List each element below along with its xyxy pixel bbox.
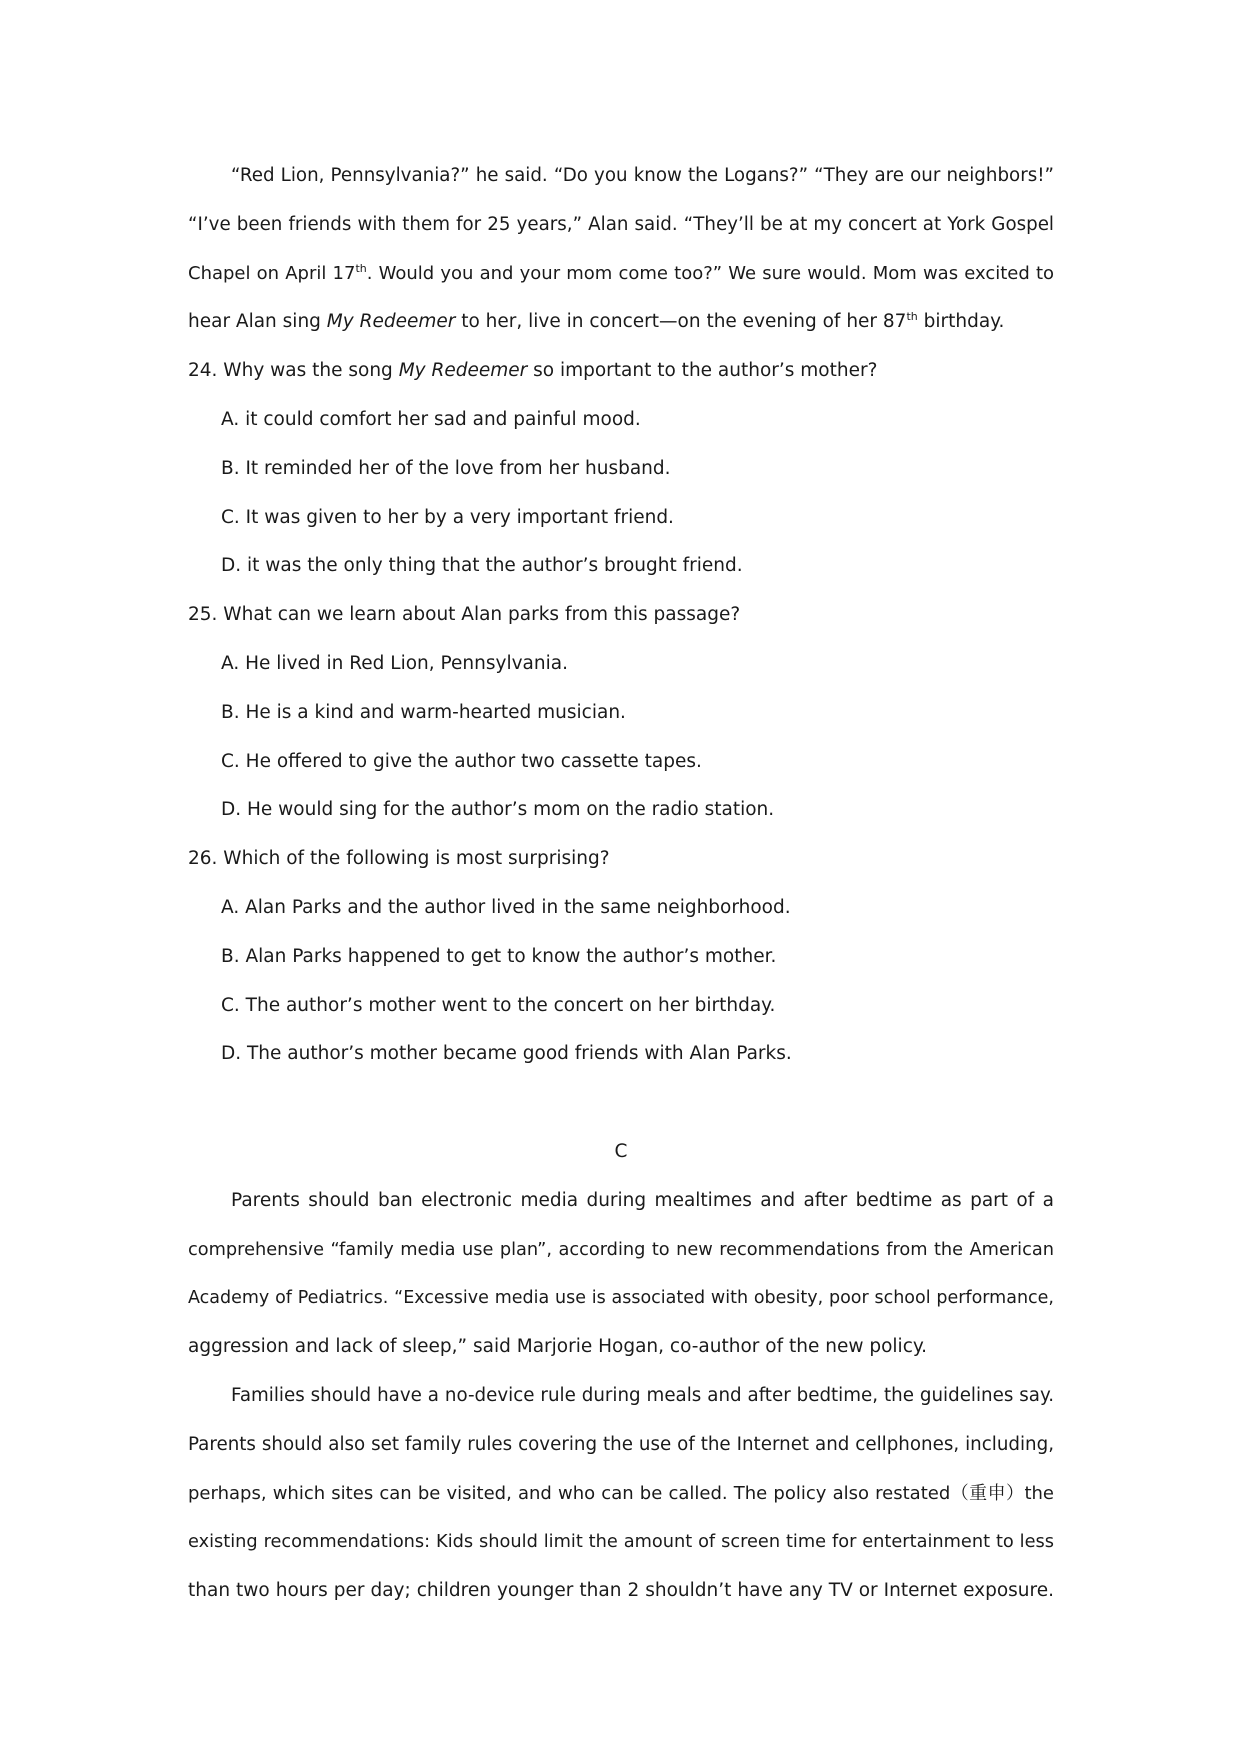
- spacer: [188, 1079, 1054, 1128]
- answer-option: C. It was given to her by a very important friend.: [221, 506, 674, 528]
- paragraph-line: existing recommendations: Kids should limit the amount of screen time for entertainment to less: [188, 1532, 1054, 1553]
- paragraph-line: Families should have a no-device rule during meals and after bedtime, the guidelines say.: [231, 1384, 1054, 1406]
- paragraph-line: [188, 250, 1054, 299]
- answer-option: A. it could comfort her sad and painful mood.: [221, 408, 641, 430]
- paragraph-line: perhaps, which sites can be visited, and who can be called. The policy also restated（重申）the: [188, 1482, 1054, 1504]
- text-span: Chapel on April 17: [188, 262, 356, 284]
- answer-option: D. The author’s mother became good friends with Alan Parks.: [221, 1043, 792, 1065]
- paragraph-line: Academy of Pediatrics. “Excessive media use is associated with obesity, poor school performance,: [188, 1288, 1054, 1309]
- answer-option: B. He is a kind and warm-hearted musician.: [221, 701, 626, 723]
- question-stem: 25. What can we learn about Alan parks from this passage?: [188, 604, 741, 626]
- paragraph-line: “I’ve been friends with them for 25 years,” Alan said. “They’ll be at my concert at York Gospel: [188, 213, 1054, 235]
- paragraph-line: than two hours per day; children younger than 2 shouldn’t have any TV or Internet exposure.: [188, 1580, 1054, 1602]
- text-span: 24. Why was the song: [188, 360, 399, 382]
- text-span: to her, live in concert—on the evening of her 87: [455, 311, 907, 333]
- paragraph-line: “Red Lion, Pennsylvania?” he said. “Do you know the Logans?” “They are our neighbors!”: [231, 165, 1054, 186]
- answer-option: D. He would sing for the author’s mom on the radio station.: [221, 799, 775, 821]
- text-span: . Would you and your mom come too?” We sure would. Mom was excited to: [366, 262, 1055, 284]
- song-title: My Redeemer: [326, 311, 456, 333]
- song-title: My Redeemer: [398, 360, 528, 382]
- text-span: birthday.: [917, 311, 1005, 333]
- answer-option: B. It reminded her of the love from her husband.: [221, 457, 671, 479]
- paragraph-line: comprehensive “family media use plan”, according to new recommendations from the American: [188, 1239, 1054, 1260]
- paragraph-line: [188, 298, 1054, 347]
- superscript: th: [355, 261, 367, 275]
- answer-option: C. The author’s mother went to the concert on her birthday.: [221, 994, 776, 1016]
- text-span: so important to the author’s mother?: [527, 360, 878, 382]
- answer-option: B. Alan Parks happened to get to know the author’s mother.: [221, 945, 777, 967]
- document-body: [188, 152, 1054, 1616]
- paragraph-line: Parents should also set family rules covering the use of the Internet and cellphones, including,: [188, 1433, 1054, 1455]
- paragraph-line: aggression and lack of sleep,” said Marjorie Hogan, co-author of the new policy.: [188, 1336, 928, 1358]
- answer-option: C. He offered to give the author two cassette tapes.: [221, 750, 702, 772]
- question-stem: 26. Which of the following is most surprising?: [188, 848, 610, 870]
- answer-option: A. He lived in Red Lion, Pennsylvania.: [221, 652, 568, 674]
- answer-option: D. it was the only thing that the author’s brought friend.: [221, 555, 743, 577]
- paragraph-line: Parents should ban electronic media during mealtimes and after bedtime as part of a: [231, 1189, 1054, 1211]
- answer-option: A. Alan Parks and the author lived in the same neighborhood.: [221, 896, 791, 918]
- section-heading: C: [614, 1140, 628, 1162]
- superscript: th: [906, 310, 918, 324]
- text-span: hear Alan sing: [188, 311, 327, 333]
- question-stem: [188, 347, 1054, 396]
